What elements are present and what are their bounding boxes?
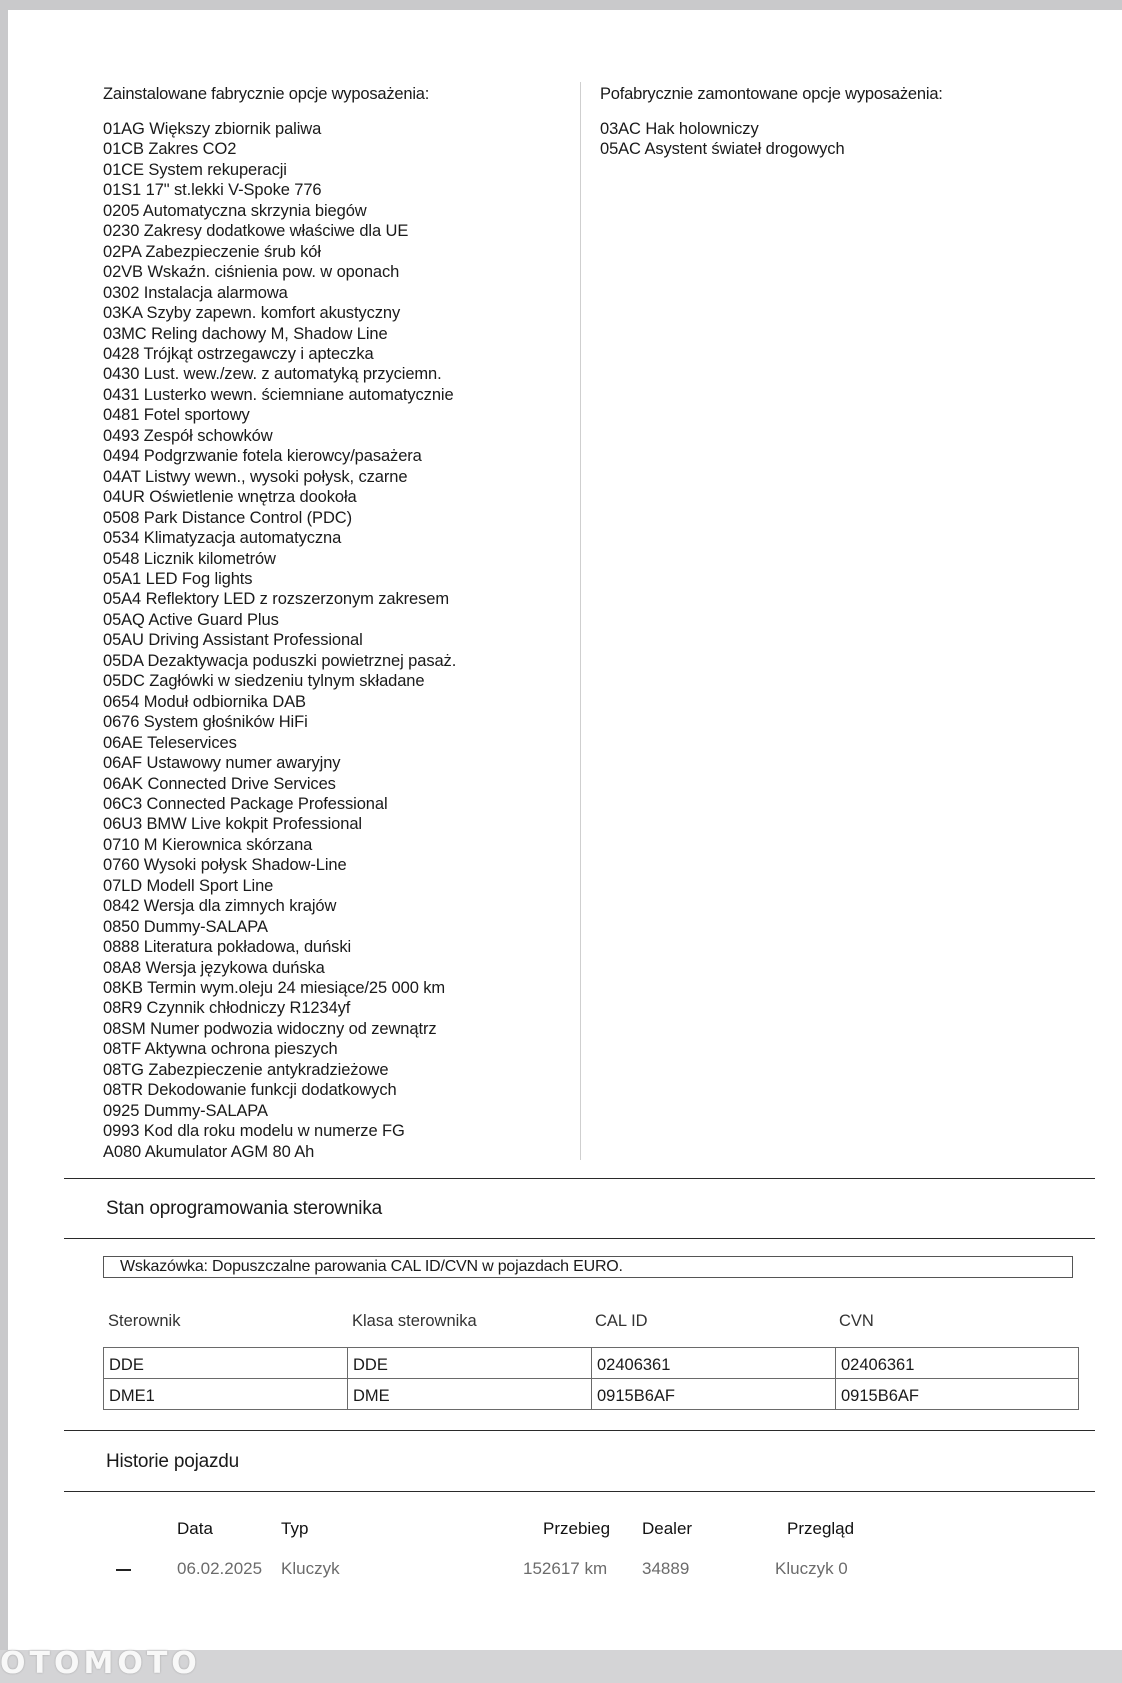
hint-box (103, 1256, 1073, 1278)
history-header-mileage: Przebieg (543, 1519, 611, 1538)
list-item: 08TF Aktywna ochrona pieszych (103, 1040, 338, 1059)
list-item: 03AC Hak holowniczy (600, 120, 759, 138)
list-item: 0760 Wysoki połysk Shadow-Line (103, 856, 347, 875)
list-item: 05DA Dezaktywacja poduszki powietrznej pasaż. (103, 651, 457, 670)
list-item: 0431 Lusterko wewn. ściemniane automatycznie (103, 385, 454, 404)
list-item: 03MC Reling dachowy M, Shadow Line (103, 324, 388, 343)
list-item: 05A4 Reflektory LED z rozszerzonym zakresem (103, 590, 449, 609)
section-divider (64, 1178, 1095, 1179)
column-header-cvn: CVN (839, 1312, 874, 1330)
table-cell: DME (348, 1379, 592, 1410)
column-header-controller-class: Klasa sterownika (352, 1312, 477, 1330)
collapse-dash-icon[interactable] (116, 1569, 131, 1571)
list-item: 0925 Dummy-SALAPA (103, 1101, 268, 1120)
list-item: 06C3 Connected Package Professional (103, 794, 388, 813)
table-cell: 0915B6AF (836, 1379, 1079, 1410)
history-type: Kluczyk (281, 1559, 340, 1578)
list-item: 04AT Listwy wewn., wysoki połysk, czarne (103, 467, 408, 486)
list-item: 0842 Wersja dla zimnych krajów (103, 897, 337, 916)
list-item: 08KB Termin wym.oleju 24 miesiące/25 000 km (103, 979, 446, 998)
list-item: 05AU Driving Assistant Professional (103, 631, 363, 650)
controller-table (103, 1347, 1079, 1410)
factory-options-list (103, 119, 573, 1162)
list-item: 0548 Licznik kilometrów (103, 549, 276, 568)
aftermarket-options-list (600, 119, 1070, 160)
column-divider (580, 82, 581, 1160)
list-item: 06AF Ustawowy numer awaryjny (103, 754, 341, 773)
column-header-controller: Sterownik (108, 1312, 181, 1330)
list-item: 08R9 Czynnik chłodniczy R1234yf (103, 999, 351, 1018)
column-header-cal-id: CAL ID (595, 1312, 648, 1330)
table-cell: DDE (348, 1348, 592, 1379)
aftermarket-options-title: Pofabrycznie zamontowane opcje wyposażenia: (600, 85, 943, 103)
controller-software-title: Stan oprogramowania sterownika (106, 1198, 382, 1219)
list-item: 0654 Moduł odbiornika DAB (103, 692, 306, 711)
list-item: 01S1 17" st.lekki V-Spoke 776 (103, 181, 322, 200)
list-item: 03KA Szyby zapewn. komfort akustyczny (103, 304, 401, 323)
list-item: 06U3 BMW Live kokpit Professional (103, 815, 362, 834)
table-cell: 02406361 (836, 1348, 1079, 1379)
section-divider (64, 1430, 1095, 1431)
table-cell: 02406361 (592, 1348, 836, 1379)
table-cell: DDE (104, 1348, 348, 1379)
otomoto-watermark: OTOMOTO (0, 1646, 201, 1681)
list-item: 0710 M Kierownica skórzana (103, 835, 313, 854)
factory-options-title: Zainstalowane fabrycznie opcje wyposażenia: (103, 85, 430, 103)
table-row (104, 1348, 1079, 1379)
list-item: 0993 Kod dla roku modelu w numerze FG (103, 1122, 405, 1141)
history-mileage: 152617 km (523, 1559, 608, 1578)
list-item: 06AK Connected Drive Services (103, 774, 336, 793)
history-header-date: Data (177, 1519, 213, 1538)
list-item: 0850 Dummy-SALAPA (103, 917, 268, 936)
list-item: 08A8 Wersja językowa duńska (103, 958, 325, 977)
section-divider (64, 1491, 1095, 1492)
list-item: 0508 Park Distance Control (PDC) (103, 508, 352, 527)
list-item: 01CB Zakres CO2 (103, 140, 237, 159)
list-item: 05AQ Active Guard Plus (103, 610, 279, 629)
list-item: 0494 Podgrzwanie fotela kierowcy/pasażera (103, 447, 422, 466)
hint-text: Dopuszczalne parowania CAL ID/CVN w pojazdach EURO. (207, 1258, 623, 1275)
list-item: 07LD Modell Sport Line (103, 876, 274, 895)
history-date: 06.02.2025 (177, 1559, 263, 1578)
list-item: 0534 Klimatyzacja automatyczna (103, 529, 342, 548)
hint-label: Wskazówka: (120, 1258, 208, 1275)
list-item: A080 Akumulator AGM 80 Ah (103, 1142, 315, 1161)
list-item: 05AC Asystent świateł drogowych (600, 140, 845, 159)
table-cell: 0915B6AF (592, 1379, 836, 1410)
list-item: 0302 Instalacja alarmowa (103, 283, 288, 302)
history-inspection: Kluczyk 0 (775, 1559, 848, 1578)
factory-options-column (103, 83, 573, 1162)
table-row (104, 1379, 1079, 1410)
list-item: 0888 Literatura pokładowa, duński (103, 938, 352, 957)
list-item: 08TG Zabezpieczenie antykradzieżowe (103, 1060, 389, 1079)
section-divider (64, 1238, 1095, 1239)
list-item: 05A1 LED Fog lights (103, 569, 253, 588)
history-header-dealer: Dealer (642, 1519, 693, 1538)
history-header-inspection: Przegląd (787, 1519, 855, 1538)
aftermarket-options-column (600, 83, 1070, 160)
list-item: 0430 Lust. wew./zew. z automatyką przyciemn. (103, 365, 442, 384)
list-item: 01AG Większy zbiornik paliwa (103, 120, 322, 138)
list-item: 04UR Oświetlenie wnętrza dookoła (103, 488, 357, 507)
list-item: 02VB Wskaźn. ciśnienia pow. w oponach (103, 263, 400, 282)
list-item: 0676 System głośników HiFi (103, 713, 308, 732)
history-header-type: Typ (281, 1519, 309, 1538)
list-item: 0428 Trójkąt ostrzegawczy i apteczka (103, 344, 374, 363)
list-item: 06AE Teleservices (103, 733, 237, 752)
list-item: 02PA Zabezpieczenie śrub kół (103, 242, 321, 261)
list-item: 0493 Zespół schowków (103, 426, 273, 445)
list-item: 0205 Automatyczna skrzynia biegów (103, 201, 367, 220)
list-item: 05DC Zagłówki w siedzeniu tylnym składane (103, 672, 425, 691)
list-item: 08SM Numer podwozia widoczny od zewnątrz (103, 1019, 437, 1038)
table-cell: DME1 (104, 1379, 348, 1410)
history-dealer: 34889 (642, 1559, 690, 1578)
list-item: 0230 Zakresy dodatkowe właściwe dla UE (103, 222, 409, 241)
list-item: 0481 Fotel sportowy (103, 406, 250, 425)
vehicle-history-title: Historie pojazdu (106, 1451, 240, 1472)
list-item: 01CE System rekuperacji (103, 160, 287, 179)
list-item: 08TR Dekodowanie funkcji dodatkowych (103, 1081, 397, 1100)
